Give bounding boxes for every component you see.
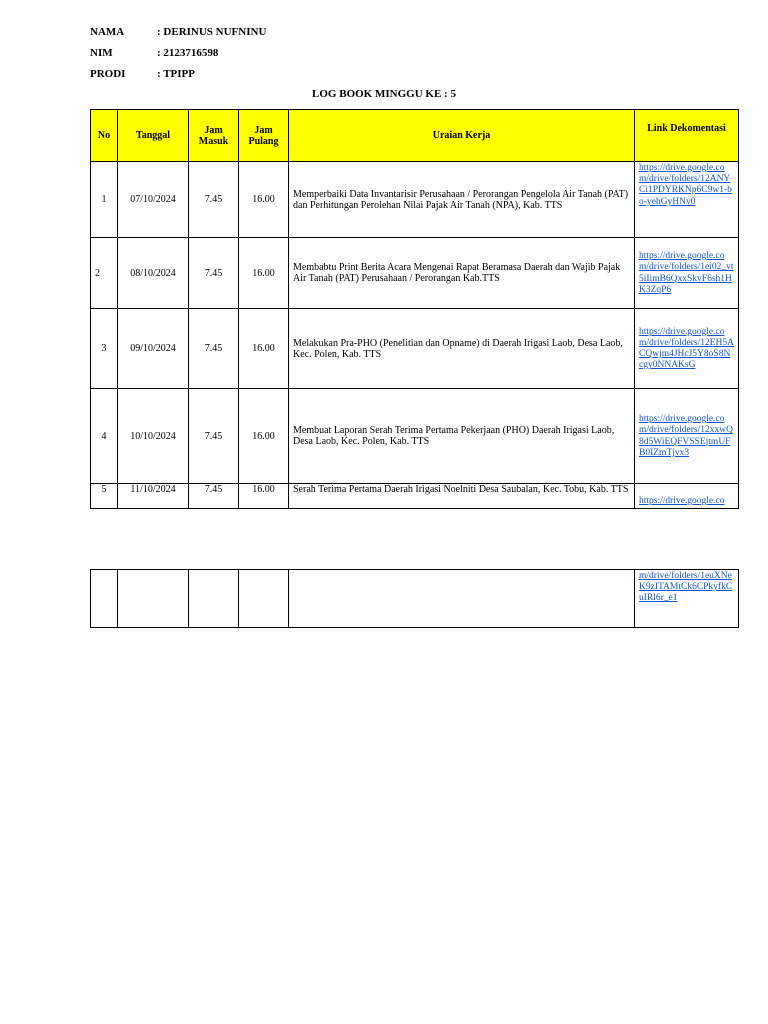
- logbook-table: [90, 109, 739, 509]
- cell-jam-masuk: 7.45: [189, 238, 239, 309]
- cell-jam-masuk: 7.45: [189, 309, 239, 389]
- cell-link: [635, 570, 739, 628]
- cell-tanggal: 11/10/2024: [118, 484, 189, 509]
- documentation-link[interactable]: https://drive.google.com/drive/folders/12EH5ACQwjm4JHcJ5Y8oS8Ncgy0NNAKsG: [639, 326, 734, 371]
- cell-uraian: Memperbaiki Data Invantarisir Perusahaan / Perorangan Pengelola Air Tanah (PAT) dan Perhitungan Perolehan Nilai Pajak Air Tanah (NPA), Kab. TTS: [289, 162, 635, 238]
- col-header-jam-pulang: Jam Pulang: [239, 110, 289, 162]
- cell-uraian: Serah Terima Pertama Daerah Irigasi Noelniti Desa Saubalan, Kec. Tobu, Kab. TTS: [289, 484, 635, 509]
- cell-jam-masuk: 7.45: [189, 389, 239, 484]
- documentation-link[interactable]: https://drive.google.com/drive/folders/12ANYCi1PDYRKNp6C9w1-bo-yehGyHNv0: [639, 163, 732, 207]
- documentation-link[interactable]: https://drive.google.co: [639, 496, 725, 506]
- cell-no: [91, 570, 118, 628]
- nim-value: : 2123716598: [157, 47, 219, 59]
- table-header-row: [91, 110, 739, 162]
- cell-jam-masuk: [189, 570, 239, 628]
- cell-link: [635, 238, 739, 309]
- cell-uraian: Membuat Laporan Serah Terima Pertama Pekerjaan (PHO) Daerah Irigasi Laob, Desa Laob, Kec. Polen, Kab. TTS: [289, 389, 635, 484]
- cell-uraian: Membabtu Print Berita Acara Mengenai Rapat Beramasa Daerah dan Wajib Pajak Air Tanah (PAT) Perusahaan / Perorangan Kab.TTS: [289, 238, 635, 309]
- col-header-uraian: Uraian Kerja: [289, 110, 635, 162]
- cell-jam-pulang: 16.00: [239, 238, 289, 309]
- prodi-value: : TPIPP: [157, 68, 195, 80]
- cell-link: [635, 162, 739, 238]
- cell-uraian: [289, 570, 635, 628]
- page-title: LOG BOOK MINGGU KE : 5: [312, 88, 456, 100]
- cell-tanggal: [118, 570, 189, 628]
- prodi-label: PRODI: [90, 68, 126, 80]
- cell-no: 4: [91, 389, 118, 484]
- table-row: [91, 484, 739, 509]
- documentation-link[interactable]: https://drive.google.com/drive/folders/12xxwQ8d5WiEQFVSSEjtmUFB0IZmTjvx3: [639, 414, 733, 458]
- cell-jam-pulang: 16.00: [239, 389, 289, 484]
- cell-tanggal: 08/10/2024: [118, 238, 189, 309]
- table-row: [91, 309, 739, 389]
- cell-no: 1: [91, 162, 118, 238]
- cell-jam-masuk: 7.45: [189, 484, 239, 509]
- nim-label: NIM: [90, 47, 113, 59]
- table-row: [91, 162, 739, 238]
- cell-no: 3: [91, 309, 118, 389]
- documentation-link[interactable]: https://drive.google.com/drive/folders/1ei02_vt5iIimB6QxxSkvF6sh1HK3ZqP6: [639, 251, 734, 295]
- cell-jam-pulang: [239, 570, 289, 628]
- table-row: [91, 238, 739, 309]
- col-header-link: Link Dekomentasi: [635, 110, 739, 162]
- table-row: [91, 570, 739, 628]
- cell-jam-pulang: 16.00: [239, 162, 289, 238]
- nama-label: NAMA: [90, 26, 125, 38]
- table-row: [91, 389, 739, 484]
- cell-uraian: Melakukan Pra-PHO (Penelitian dan Opname) di Daerah Irigasi Laob, Desa Laob, Kec. Polen, Kab. TTS: [289, 309, 635, 389]
- cell-tanggal: 09/10/2024: [118, 309, 189, 389]
- nama-value: : DERINUS NUFNINU: [157, 26, 267, 38]
- cell-link: [635, 389, 739, 484]
- cell-jam-pulang: 16.00: [239, 309, 289, 389]
- cell-link: [635, 484, 739, 509]
- col-header-jam-masuk: Jam Masuk: [189, 110, 239, 162]
- cell-no: 2: [91, 238, 118, 309]
- documentation-link-continuation[interactable]: m/drive/folders/1euXNeK9zITAMtCk6CPkyfkCuIRl6r_e1: [639, 571, 733, 604]
- col-header-tanggal: Tanggal: [118, 110, 189, 162]
- cell-tanggal: 07/10/2024: [118, 162, 189, 238]
- col-header-no: No: [91, 110, 118, 162]
- continuation-table: [90, 569, 739, 628]
- cell-no: 5: [91, 484, 118, 509]
- cell-tanggal: 10/10/2024: [118, 389, 189, 484]
- cell-jam-masuk: 7.45: [189, 162, 239, 238]
- cell-jam-pulang: 16.00: [239, 484, 289, 509]
- cell-link: [635, 309, 739, 389]
